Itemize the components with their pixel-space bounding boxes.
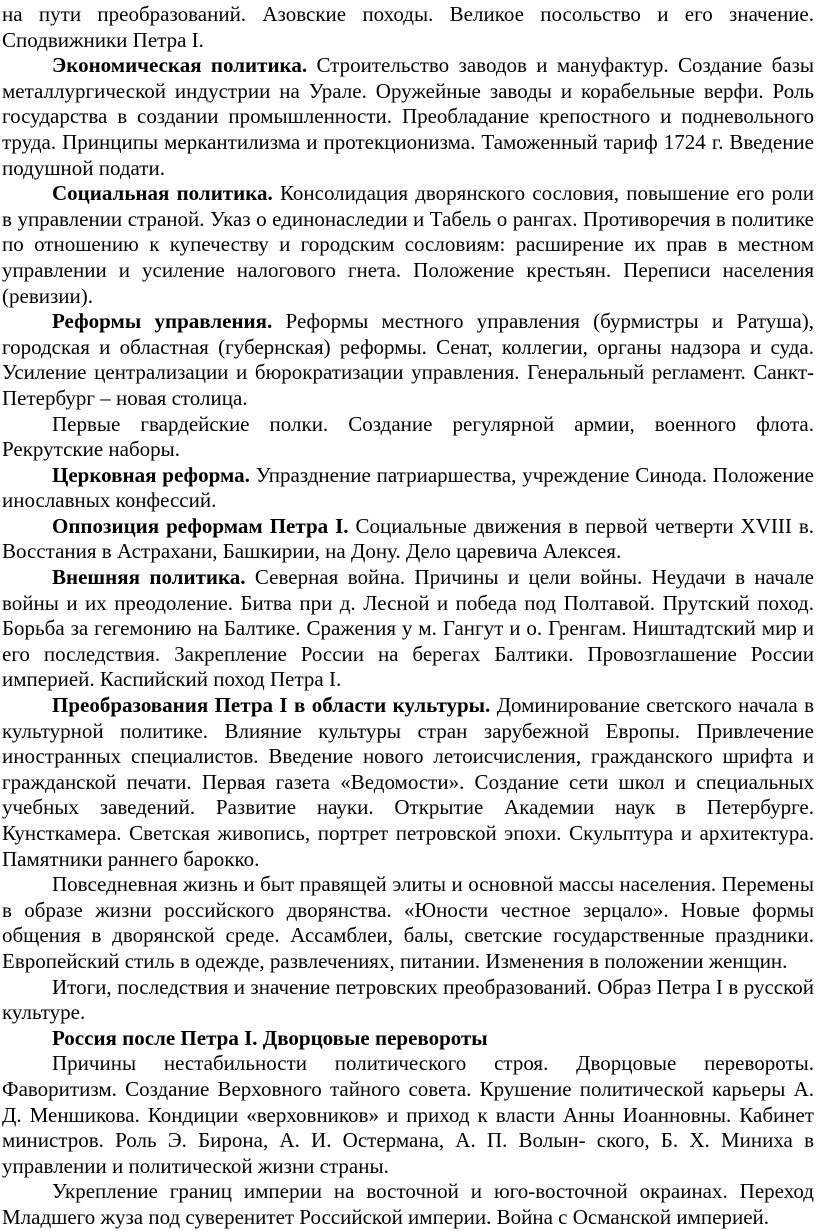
paragraph-daily-life xyxy=(2,872,814,974)
paragraph-social-policy xyxy=(2,181,814,309)
section-heading: Социальная политика. xyxy=(52,181,273,206)
paragraph-culture xyxy=(2,693,814,872)
paragraph-text: на пути преобразований. Азовские походы. Великое посольство и его значение. Сподвижники Петра I. xyxy=(2,2,814,52)
paragraph-text: Строительство заводов и мануфактур. Создание базы металлургической индустрии на Урале. Оружейные заводы и корабельные верфи. Роль государства в создании промышленности. Преобладание крепостного и подневольного труда. Принципы меркантилизма и протекционизма. Таможенный тариф 1724 г. Введение подушной подати. xyxy=(2,53,814,180)
paragraph-text: Консолидация дворянского сословия, повышение его роли в управлении страной. Указ о единонаследии и Табель о рангах. Противоречия в политике по отношению к купечеству и городским сословиям: расширение их прав в местном управлении и усиление налогового гнета. Положение крестьян. Переписи населения (ревизии). xyxy=(2,181,814,308)
paragraph-results xyxy=(2,975,814,1026)
paragraph-embassy xyxy=(2,2,814,53)
paragraph-text: Повседневная жизнь и быт правящей элиты и основной массы населения. Перемены в образе жизни российского дворянства. «Юности честное зерцало». Новые формы общения в дворянской среде. Ассамблеи, балы, светские государственные праздники. Европейский стиль в одежде, развлечениях, питании. Изменения в положении женщин. xyxy=(2,872,814,973)
paragraph-opposition xyxy=(2,514,814,565)
section-heading: Оппозиция реформам Петра I. xyxy=(52,513,349,538)
section-heading: Церковная реформа. xyxy=(52,462,250,487)
paragraph-text: Причины нестабильности политического строя. Дворцовые перевороты. Фаворитизм. Создание Верховного тайного совета. Крушение политической карьеры А. Д. Меншикова. Кондиции «верховников» и приход к власти Анны Иоанновны. Кабинет министров. Роль Э. Бирона, А. И. Остермана, А. П. Волын- ского, Б. Х. Миниха в управлении и политической жизни страны. xyxy=(2,1051,814,1178)
paragraph-foreign-policy xyxy=(2,565,814,693)
paragraph-church-reform xyxy=(2,463,814,514)
paragraph-economic-policy xyxy=(2,53,814,181)
paragraph-text: Доминирование светского начала в культурной политике. Влияние культуры стран зарубежной Европы. Привлечение иностранных специалистов. Введение нового летоисчисления, гражданского шрифта и гражданской печати. Первая газета «Ведомости». Создание сети школ и специальных учебных заведений. Развитие науки. Открытие Академии наук в Петербурге. Кунсткамера. Светская живопись, портрет петровской эпохи. Скульптура и архитектура. Памятники раннего барокко. xyxy=(2,693,814,871)
section-heading: Россия после Петра I. Дворцовые перевороты xyxy=(52,1025,488,1050)
paragraph-text: Реформы местного управления (бурмистры и Ратуша), городская и областная (губернская) реформы. Сенат, коллегии, органы надзора и суда. Усиление централизации и бюрократизации управления. Генеральный регламент. Санкт-Петербург – новая столица. xyxy=(2,309,814,410)
paragraph-text: Укрепление границ империи на восточной и юго-восточной окраинах. Переход Младшего жуза под суверенитет Российской империи. Война с Османской империей. xyxy=(2,1179,814,1229)
section-heading: Преобразования Петра I в области культуры. xyxy=(52,693,491,718)
paragraph-administration-reforms xyxy=(2,309,814,411)
section-heading: Внешняя политика. xyxy=(52,565,246,590)
paragraph-borders xyxy=(2,1179,814,1230)
paragraph-text: Упразднение патриаршества, учреждение Синода. Положение инославных конфессий. xyxy=(2,462,815,513)
section-heading: Реформы управления. xyxy=(52,309,273,334)
paragraph-text: Северная война. Причины и цели войны. Неудачи в начале войны и их преодоление. Битва при д. Лесной и победа под Полтавой. Прутский поход. Борьба за гегемонию на Балтике. Сражения у м. Гангут и о. Гренгам. Ништадтский мир и его последствия. Закрепление России на берегах Балтики. Провозглашение России империей. Каспийский поход Петра I. xyxy=(2,565,814,692)
paragraph-army xyxy=(2,412,814,463)
paragraph-text: Первые гвардейские полки. Создание регулярной армии, военного флота. Рекрутские наборы. xyxy=(2,411,814,462)
paragraph-text: Итоги, последствия и значение петровских преобразований. Образ Петра I в русской культуре. xyxy=(2,974,814,1025)
section-heading: Экономическая политика. xyxy=(52,53,308,78)
paragraph-text: Социальные движения в первой четверти XVIII в. Восстания в Астрахани, Башкирии, на Дону. Дело царевича Алексея. xyxy=(2,513,814,564)
paragraph-instability xyxy=(2,1051,814,1179)
section-title-palace-coups xyxy=(2,1026,814,1052)
